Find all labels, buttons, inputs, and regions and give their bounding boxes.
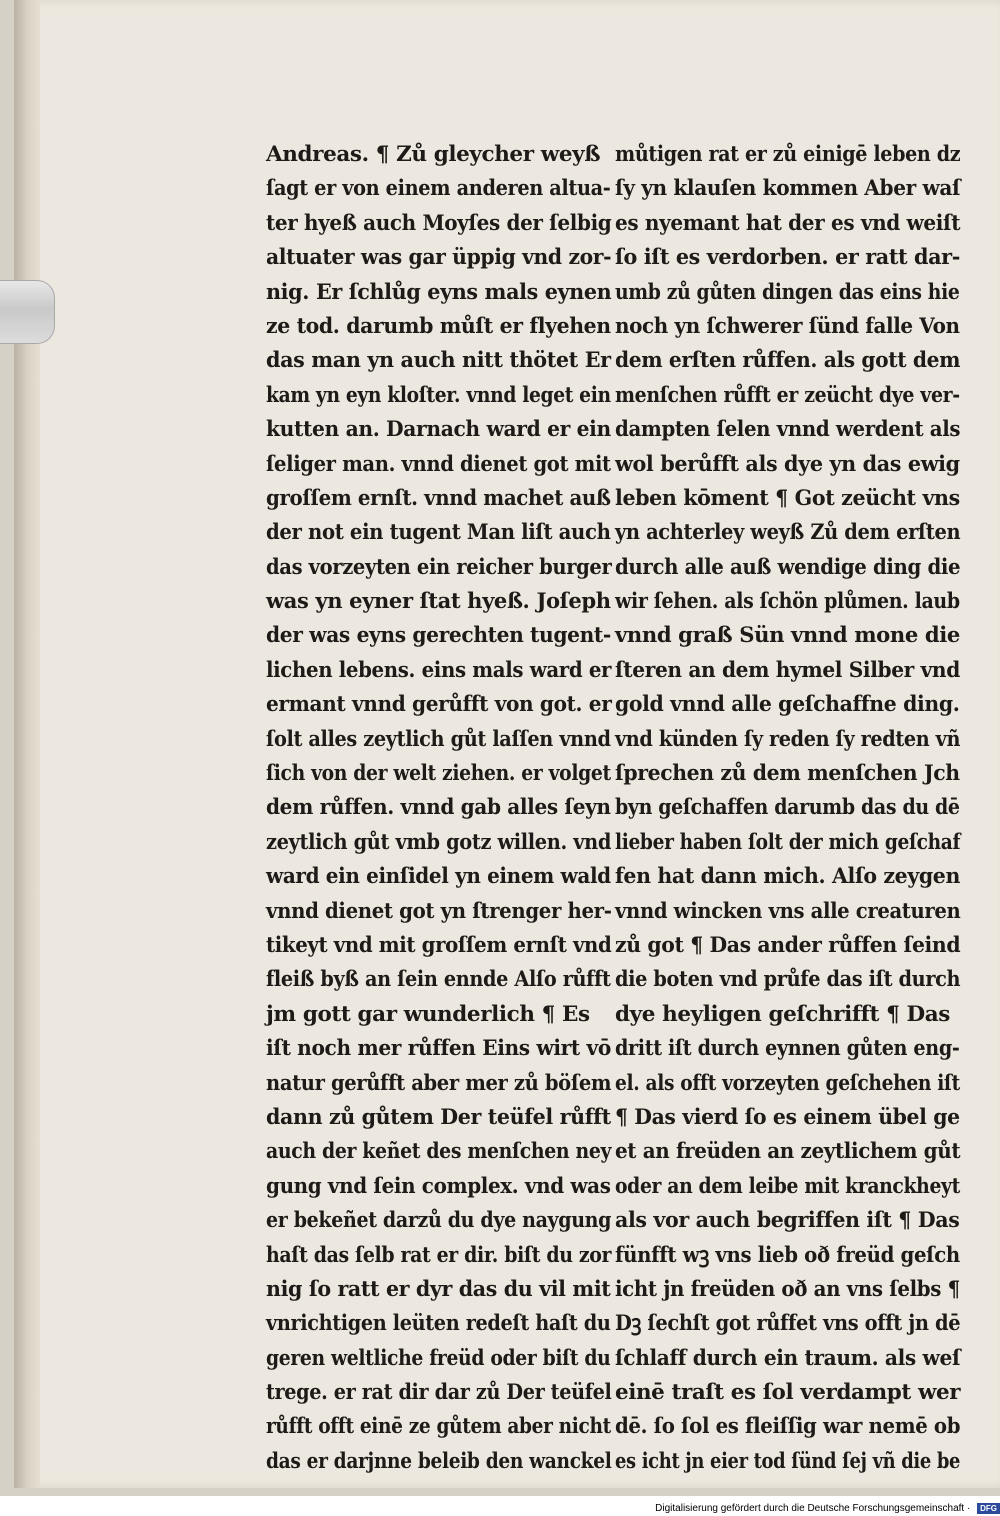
text-line: kam yn eyn kloſter. vnnd leget ein [266, 382, 611, 408]
text-line: ſagt er von einem anderen altua- [266, 176, 611, 202]
text-line: vnd künden ſy reden ſy redten vñ [615, 726, 961, 752]
text-line: jm gott gar wunderlich ¶ Es [266, 1001, 590, 1027]
text-line: dye heyligen geſchrifft ¶ Das [615, 1001, 950, 1027]
text-line: dē. ſo ſol es fleiſſig war nemē ob [615, 1414, 961, 1440]
text-line: Andreas. ¶ Zů gleycher weyß [266, 142, 601, 167]
text-line: fen hat dann mich. Alſo zeygen [615, 864, 960, 890]
text-line: kutten an. Darnach ward er ein [266, 417, 611, 443]
text-line: el. als offt vorzeyten geſchehen iſt [615, 1070, 960, 1096]
text-line: haſt das ſelb rat er dir. biſt du zor [266, 1242, 612, 1268]
text-line: oder an dem leibe mit kranckheyt [615, 1173, 960, 1199]
text-line: ſteren an dem hymel Silber vnd [615, 657, 960, 683]
text-line: menſchen růfft er zeücht dye ver- [615, 382, 960, 408]
text-line: zů got ¶ Das ander růffen ſeind [615, 932, 961, 958]
text-line: ſeliger man. vnnd dienet got mit [266, 451, 611, 477]
text-line: dem erſten růffen. als gott dem [615, 348, 961, 374]
text-line: einē traſt es ſol verdampt wer [615, 1380, 961, 1406]
text-line: umb zů gůten dingen das eins hie [615, 279, 960, 305]
text-column-left [266, 138, 611, 1479]
text-line: fleiß byß an ſein ennde Alſo růfft [266, 967, 611, 993]
text-line: nig ſo ratt er dyr das du vil mit [266, 1276, 611, 1302]
text-line: lieber haben ſolt der mich geſchaf [615, 829, 961, 855]
text-line: zeytlich gůt vmb gotz willen. vnd [266, 829, 612, 855]
text-line: dann zů gůtem Der teüfel růfft [266, 1104, 611, 1130]
text-line: byn geſchaffen darumb das du dē [615, 795, 960, 821]
text-line: et an freüden an zeytlichem gůt [615, 1139, 961, 1165]
text-line: icht jn freüden oð an vns ſelbs ¶ [615, 1276, 960, 1302]
text-line: ſo iſt es verdorben. er ratt dar- [615, 245, 960, 271]
text-line: vnnd graß Sün vnnd mone die [615, 623, 960, 649]
text-line: er bekeñet darzů du dye naygung [266, 1208, 612, 1234]
text-line: wir ſehen. als ſchön plůmen. laub [615, 589, 960, 615]
text-line: dampten ſelen vnnd werdent als [615, 417, 961, 443]
text-line: Dꝫ ſechſt got růffet vns offt jn dē [615, 1311, 961, 1337]
text-column-right [615, 138, 960, 1479]
text-line: auch der keñet des menſchen ney [266, 1139, 612, 1165]
digitization-footer [560, 1501, 1000, 1516]
text-line: das vorzeyten ein reicher burger [266, 554, 612, 580]
text-line: vnnd dienet got yn ſtrenger her- [266, 898, 612, 924]
text-line: groſſem ernſt. vnnd machet auß [266, 485, 611, 511]
text-line: der not ein tugent Man liſt auch [266, 520, 611, 546]
text-line: altuater was gar üppig vnd zor- [266, 245, 612, 271]
text-line: leben kōment ¶ Got zeücht vns [615, 485, 960, 511]
text-line: ſich von der welt ziehen. er volget [266, 761, 611, 787]
text-line: noch yn ſchwerer ſünd falle Von [615, 313, 960, 339]
text-line: gung vnd ſein complex. vnd was [266, 1173, 611, 1199]
text-line: ſprechen zů dem menſchen Jch [615, 761, 960, 787]
funding-credit: Digitalisierung gefördert durch die Deutsche Forschungsgemeinschaft · [655, 1503, 971, 1514]
text-line: dritt iſt durch eynnen gůten eng- [615, 1036, 960, 1062]
text-line: was yn eyner ſtat hyeß. Joſeph [266, 589, 611, 615]
text-line: lichen lebens. eins mals ward er [266, 657, 612, 683]
text-line: geren weltliche freüd oder biſt du [266, 1345, 611, 1371]
text-line: ermant vnnd gerůfft von got. er [266, 692, 612, 718]
text-line: ſolt alles zeytlich gůt laſſen vnnd [266, 726, 611, 752]
text-line: yn achterley weyß Zů dem erſten [615, 520, 961, 546]
text-line: ſchlaff durch ein traum. als weſ [615, 1345, 961, 1371]
page-clip [0, 280, 55, 344]
text-line: dem růffen. vnnd gab alles ſeyn [266, 795, 611, 821]
text-line: ſy yn klauſen kommen Aber waſ [615, 176, 961, 202]
text-line: ze tod. darumb můſt er flyehen [266, 313, 611, 339]
text-line: nig. Er ſchlůg eyns mals eynen [266, 279, 612, 305]
text-line: vnnd wincken vns alle creaturen [615, 898, 961, 924]
text-line: ward ein einſidel yn einem wald [266, 864, 611, 890]
text-line: natur gerůfft aber mer zů böſem [266, 1070, 612, 1096]
text-line: das er darjnne beleib den wanckel [266, 1448, 612, 1474]
text-line: der was eyns gerechten tugent- [266, 623, 611, 649]
text-line: můtigen rat er zů einigē leben dz [615, 142, 961, 167]
text-line: es nyemant hat der es vnd weiſt [615, 210, 961, 236]
text-line: ¶ Das vierd ſo es einem übel ge [615, 1104, 960, 1130]
text-line: gold vnnd alle geſchaffne ding. [615, 692, 960, 718]
text-line: iſt noch mer růffen Eins wirt vō [266, 1036, 611, 1062]
text-line: durch alle auß wendige ding die [615, 554, 961, 580]
text-line: das man yn auch nitt thötet Er [266, 348, 611, 374]
text-line: wol berůfft als dye yn das ewig [615, 451, 960, 477]
text-line: als vor auch begriffen iſt ¶ Das [615, 1208, 960, 1234]
text-line: es icht jn eier tod ſünd ſej vñ die be [615, 1448, 961, 1474]
text-line: trege. er rat dir dar zů Der teüfel [266, 1380, 612, 1406]
text-line: die boten vnd průfe das iſt durch [615, 967, 961, 993]
text-line: ter hyeß auch Moyſes der ſelbig [266, 210, 612, 236]
text-line: vnrichtigen leüten redeſt haſt du [266, 1311, 611, 1337]
dfg-logo: DFG [977, 1503, 1000, 1514]
text-line: fünfft wꝫ vns lieb oð freüd geſch [615, 1242, 960, 1268]
text-line: tikeyt vnd mit groſſem ernſt vnd [266, 932, 612, 958]
page-gutter [14, 0, 40, 1488]
text-line: růfft offt einē ze gůtem aber nicht [266, 1414, 611, 1440]
